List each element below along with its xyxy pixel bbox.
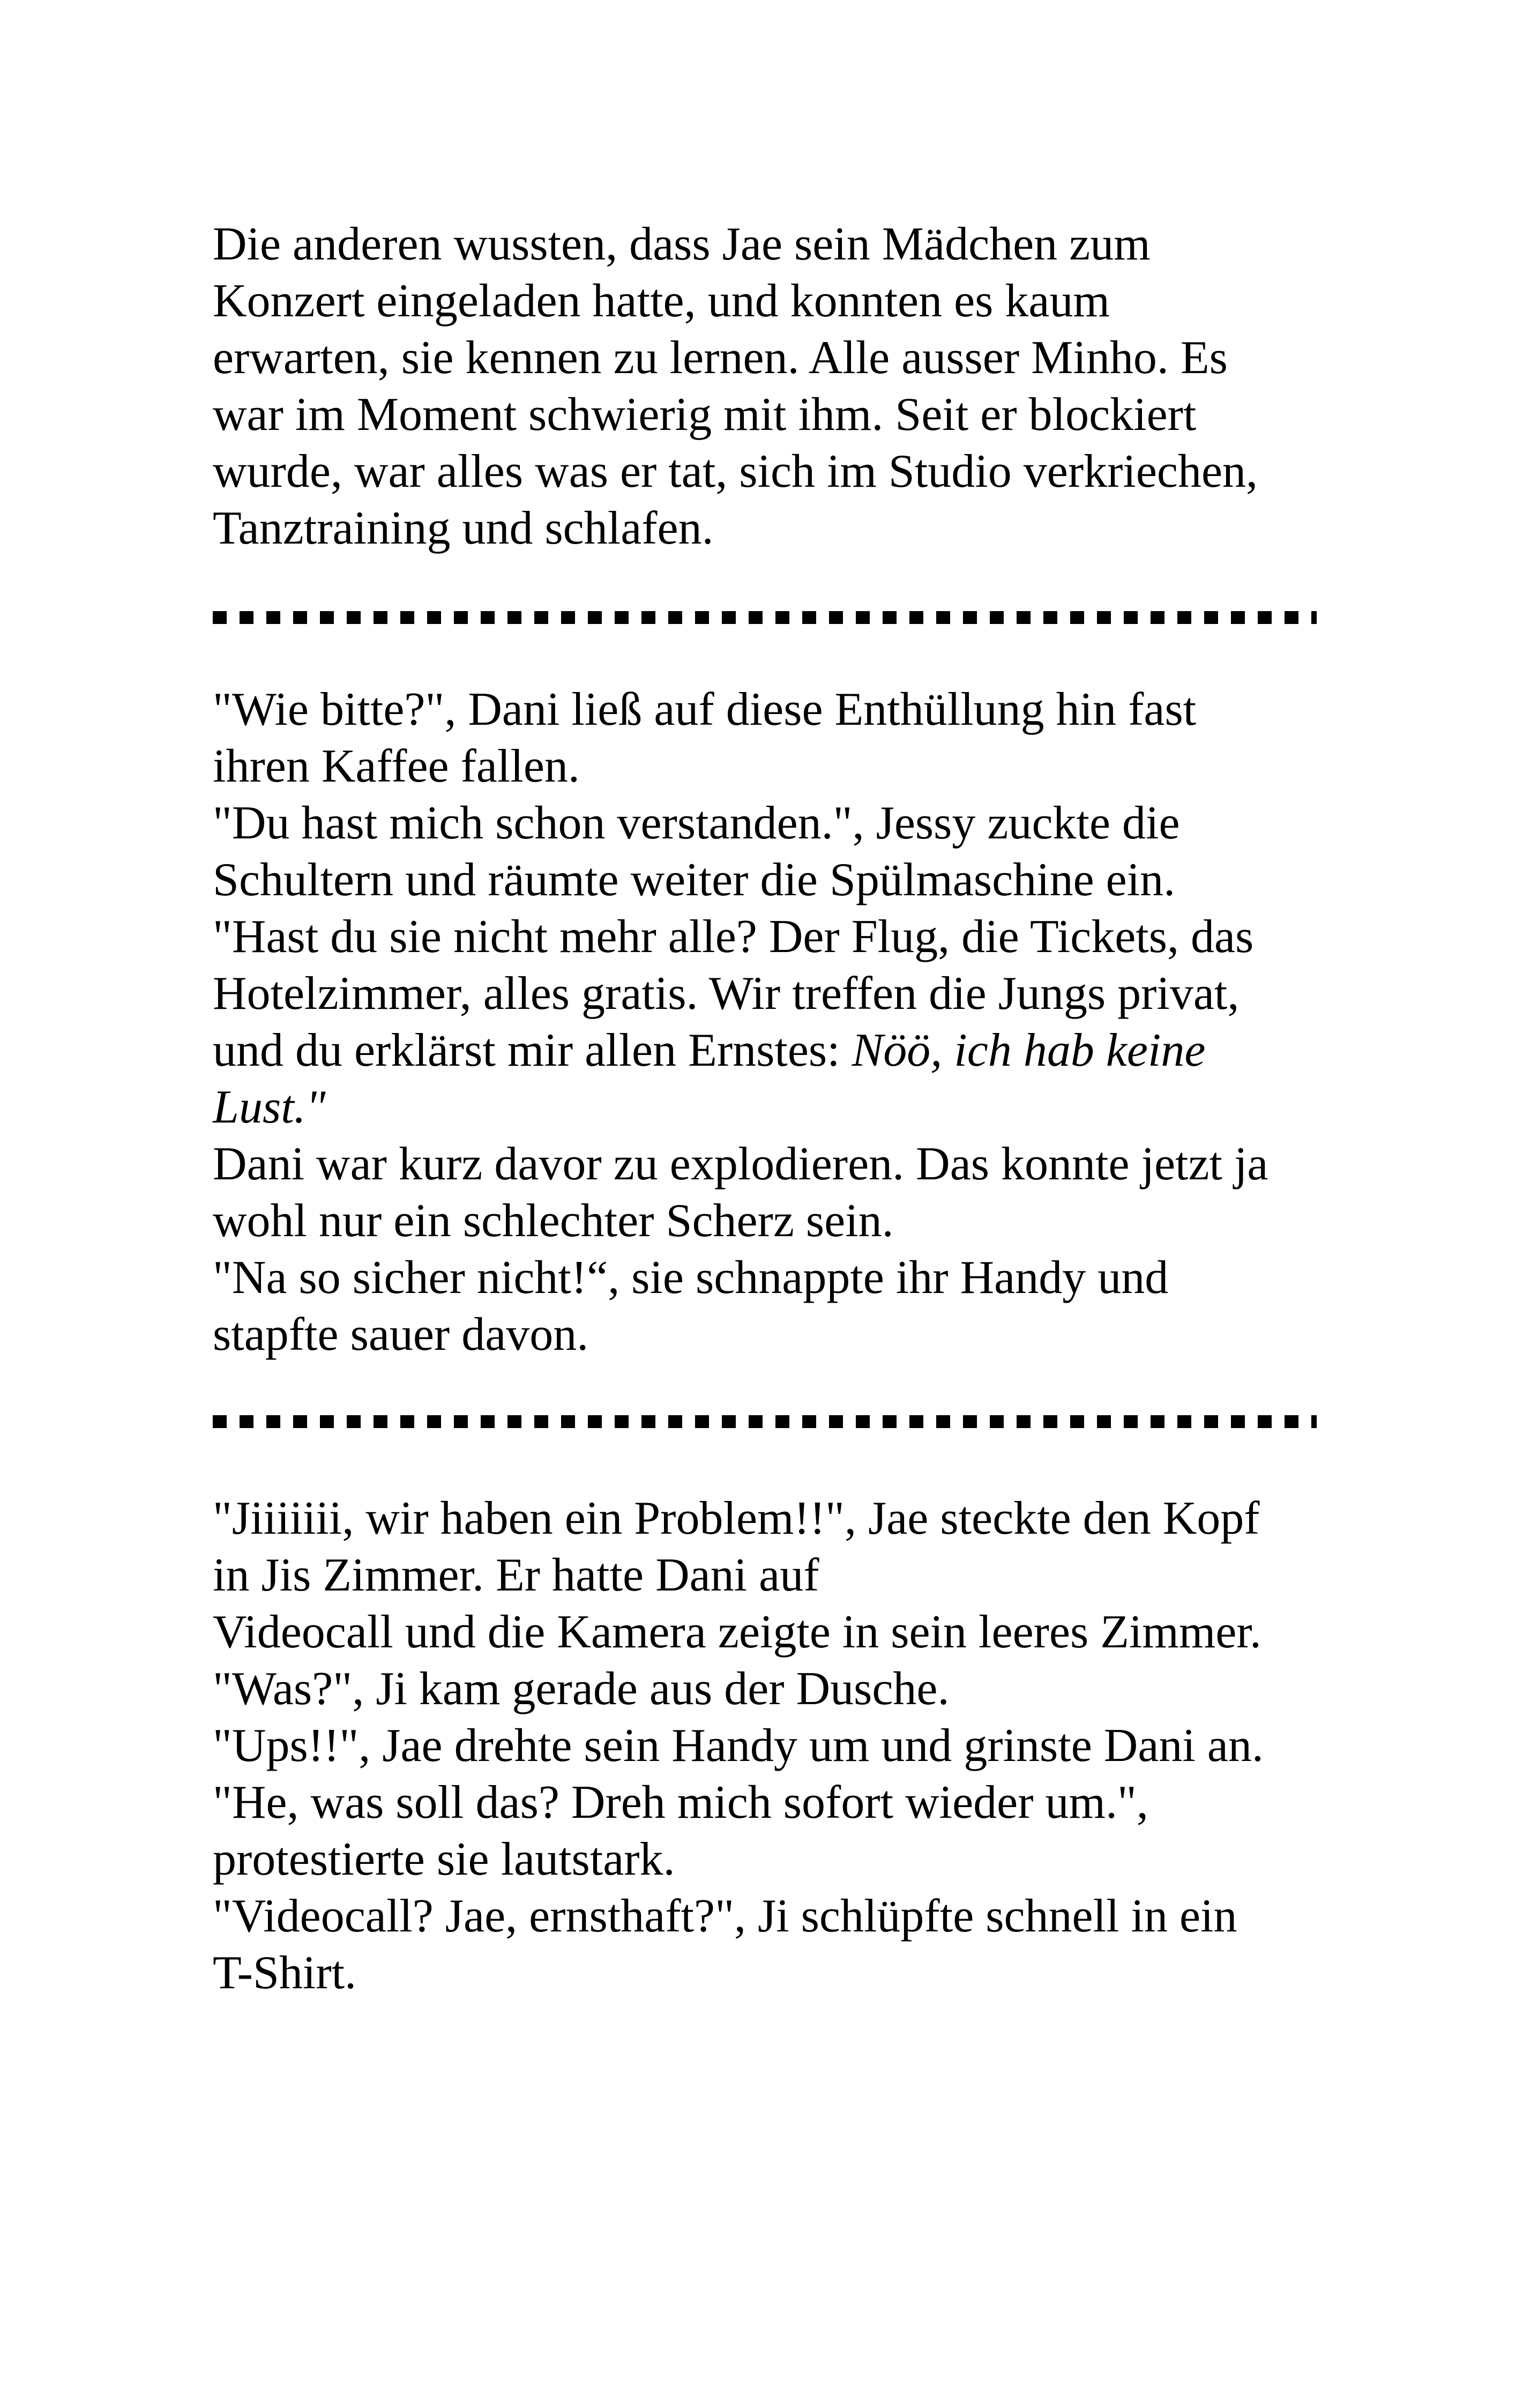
text-line: "Na so sicher nicht!“, sie schnappte ihr Handy und bbox=[213, 1252, 1169, 1304]
paragraph-section-1 bbox=[213, 216, 1338, 557]
text-line: Videocall und die Kamera zeigte in sein leeres Zimmer. bbox=[213, 1606, 1261, 1658]
italic-quote: Lust." bbox=[213, 1081, 326, 1133]
text-line: Tanztraining und schlafen. bbox=[213, 502, 714, 554]
text-line: erwarten, sie kennen zu lernen. Alle ausser Minho. Es bbox=[213, 332, 1228, 384]
text-line bbox=[213, 1079, 1338, 1136]
text-line: "Jiiiiiii, wir haben ein Problem!!", Jae steckte den Kopf bbox=[213, 1492, 1260, 1544]
text-line: Konzert eingeladen hatte, und konnten es kaum bbox=[213, 275, 1110, 327]
text-line: "Hast du sie nicht mehr alle? Der Flug, die Tickets, das bbox=[213, 911, 1254, 963]
text-line: "Was?", Ji kam gerade aus der Dusche. bbox=[213, 1663, 950, 1715]
text-line: wohl nur ein schlechter Scherz sein. bbox=[213, 1195, 894, 1247]
text-line: T-Shirt. bbox=[213, 1947, 357, 1999]
text-line: Die anderen wussten, dass Jae sein Mädchen zum bbox=[213, 218, 1151, 270]
text-fragment: und du erklärst mir allen Ernstes: bbox=[213, 1024, 852, 1076]
section-separator bbox=[213, 1415, 1317, 1428]
text-line: wurde, war alles was er tat, sich im Studio verkriechen, bbox=[213, 445, 1258, 497]
paragraph-section-2 bbox=[213, 681, 1338, 1363]
text-line: protestierte sie lautstark. bbox=[213, 1833, 675, 1885]
text-line: Schultern und räumte weiter die Spülmaschine ein. bbox=[213, 854, 1176, 906]
text-line: "Ups!!", Jae drehte sein Handy um und grinste Dani an. bbox=[213, 1720, 1264, 1772]
text-line: "He, was soll das? Dreh mich sofort wieder um.", bbox=[213, 1777, 1148, 1829]
text-line: in Jis Zimmer. Er hatte Dani auf bbox=[213, 1549, 819, 1601]
text-line: Hotelzimmer, alles gratis. Wir treffen die Jungs privat, bbox=[213, 968, 1240, 1020]
text-line: "Videocall? Jae, ernsthaft?", Ji schlüpfte schnell in ein bbox=[213, 1890, 1237, 1942]
text-line: "Wie bitte?", Dani ließ auf diese Enthüllung hin fast bbox=[213, 683, 1197, 735]
paragraph-section-3 bbox=[213, 1490, 1338, 2002]
section-separator bbox=[213, 611, 1317, 624]
text-line: ihren Kaffee fallen. bbox=[213, 740, 580, 792]
text-line: stapfte sauer davon. bbox=[213, 1309, 589, 1361]
text-line: Dani war kurz davor zu explodieren. Das konnte jetzt ja bbox=[213, 1138, 1268, 1190]
text-line: "Du hast mich schon verstanden.", Jessy zuckte die bbox=[213, 797, 1180, 849]
text-line bbox=[213, 1022, 1338, 1079]
italic-quote: Nöö, ich hab keine bbox=[852, 1024, 1206, 1076]
text-line: war im Moment schwierig mit ihm. Seit er blockiert bbox=[213, 389, 1197, 441]
